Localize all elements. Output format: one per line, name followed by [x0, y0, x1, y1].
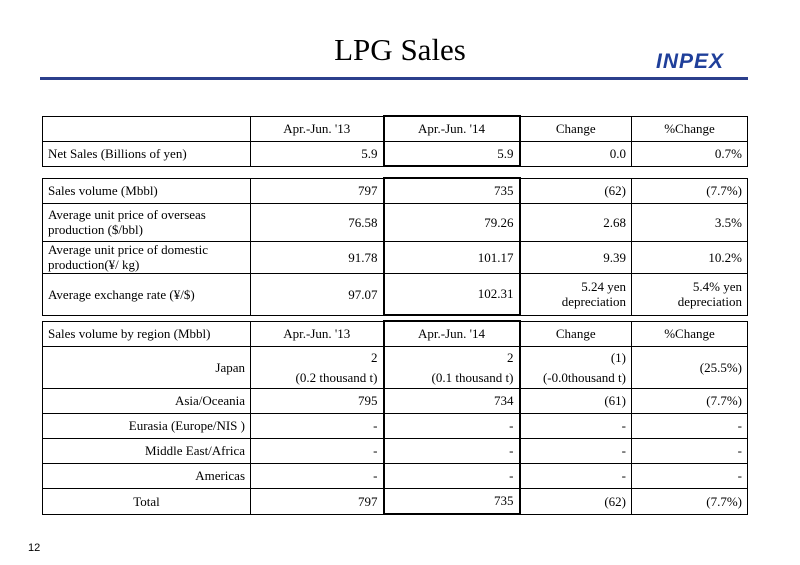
page-number: 12 — [28, 542, 41, 554]
row-label: Asia/Oceania — [43, 388, 251, 413]
table-row — [43, 203, 748, 241]
table-row — [43, 273, 748, 315]
cell-value — [520, 346, 632, 388]
cell-value: (62) — [520, 178, 632, 203]
header-apr-jun-13: Apr.-Jun. '13 — [251, 116, 384, 141]
cell-value: - — [384, 413, 520, 438]
cell-value: 3.5% — [632, 203, 748, 241]
row-label: Sales volume (Mbbl) — [43, 178, 251, 203]
cell-main: (1) — [610, 349, 626, 365]
sales-by-region-table — [42, 320, 748, 515]
cell-value: - — [251, 438, 384, 463]
header-blank — [43, 116, 251, 141]
cell-value — [251, 346, 384, 388]
table-row — [43, 346, 748, 388]
cell-value: 735 — [384, 178, 520, 203]
row-label: Total — [43, 488, 251, 514]
header-change: Change — [520, 116, 632, 141]
table-row — [43, 178, 748, 203]
table-row — [43, 141, 748, 166]
cell-value: 5.4% yen depreciation — [632, 273, 748, 315]
table-header-row — [43, 116, 748, 141]
cell-value: (7.7%) — [632, 388, 748, 413]
cell-value: 101.17 — [384, 241, 520, 273]
table-row — [43, 438, 748, 463]
title-rule — [40, 77, 748, 80]
cell-value: - — [384, 438, 520, 463]
table-row — [43, 241, 748, 273]
cell-value: (61) — [520, 388, 632, 413]
cell-value: 5.9 — [384, 141, 520, 166]
table-row — [43, 388, 748, 413]
cell-value: 734 — [384, 388, 520, 413]
cell-value: 10.2% — [632, 241, 748, 273]
cell-value: - — [251, 413, 384, 438]
header-apr-jun-14: Apr.-Jun. '14 — [384, 321, 520, 346]
row-label: Eurasia (Europe/NIS ) — [43, 413, 251, 438]
cell-value: 102.31 — [384, 273, 520, 315]
cell-main: 2 — [371, 349, 378, 365]
row-label: Average exchange rate (¥/$) — [43, 273, 251, 315]
row-label: Net Sales (Billions of yen) — [43, 141, 251, 166]
cell-value: - — [632, 413, 748, 438]
inpex-logo: INPEX — [656, 50, 725, 73]
header-apr-jun-14: Apr.-Jun. '14 — [384, 116, 520, 141]
row-label: Americas — [43, 463, 251, 488]
cell-value: 795 — [251, 388, 384, 413]
cell-value: (25.5%) — [632, 346, 748, 388]
header-apr-jun-13: Apr.-Jun. '13 — [251, 321, 384, 346]
cell-sub: (-0.0thousand t) — [542, 369, 626, 385]
cell-value: - — [384, 463, 520, 488]
cell-value: (7.7%) — [632, 488, 748, 514]
row-label: Average unit price of overseas production ($/bbl) — [43, 203, 251, 241]
cell-value: 797 — [251, 178, 384, 203]
cell-value: 2.68 — [520, 203, 632, 241]
header-pct-change: %Change — [632, 321, 748, 346]
cell-value: 797 — [251, 488, 384, 514]
table-row — [43, 413, 748, 438]
table-header-row — [43, 321, 748, 346]
cell-value: 5.9 — [251, 141, 384, 166]
cell-value: 91.78 — [251, 241, 384, 273]
cell-value: - — [520, 463, 632, 488]
row-label: Average unit price of domestic production(¥/ kg) — [43, 241, 251, 273]
header-region: Sales volume by region (Mbbl) — [43, 321, 251, 346]
row-label: Japan — [43, 346, 251, 388]
cell-value: - — [251, 463, 384, 488]
header-pct-change: %Change — [632, 116, 748, 141]
cell-main: 2 — [507, 349, 514, 365]
cell-value: 735 — [384, 488, 520, 514]
header-change: Change — [520, 321, 632, 346]
cell-value: 5.24 yen depreciation — [520, 273, 632, 315]
cell-value: 0.0 — [520, 141, 632, 166]
cell-value: - — [632, 438, 748, 463]
cell-value: 76.58 — [251, 203, 384, 241]
cell-value: (62) — [520, 488, 632, 514]
table-total-row — [43, 488, 748, 514]
table-row — [43, 463, 748, 488]
cell-value: 79.26 — [384, 203, 520, 241]
cell-sub: (0.1 thousand t) — [431, 369, 514, 385]
cell-value: 97.07 — [251, 273, 384, 315]
cell-value: 0.7% — [632, 141, 748, 166]
cell-value: - — [632, 463, 748, 488]
net-sales-table — [42, 115, 748, 167]
page-title: LPG Sales — [334, 32, 466, 67]
row-label: Middle East/Africa — [43, 438, 251, 463]
cell-value: 9.39 — [520, 241, 632, 273]
cell-value: (7.7%) — [632, 178, 748, 203]
cell-value: - — [520, 438, 632, 463]
cell-value: - — [520, 413, 632, 438]
cell-sub: (0.2 thousand t) — [295, 369, 378, 385]
sales-volume-price-table — [42, 177, 748, 316]
cell-value — [384, 346, 520, 388]
